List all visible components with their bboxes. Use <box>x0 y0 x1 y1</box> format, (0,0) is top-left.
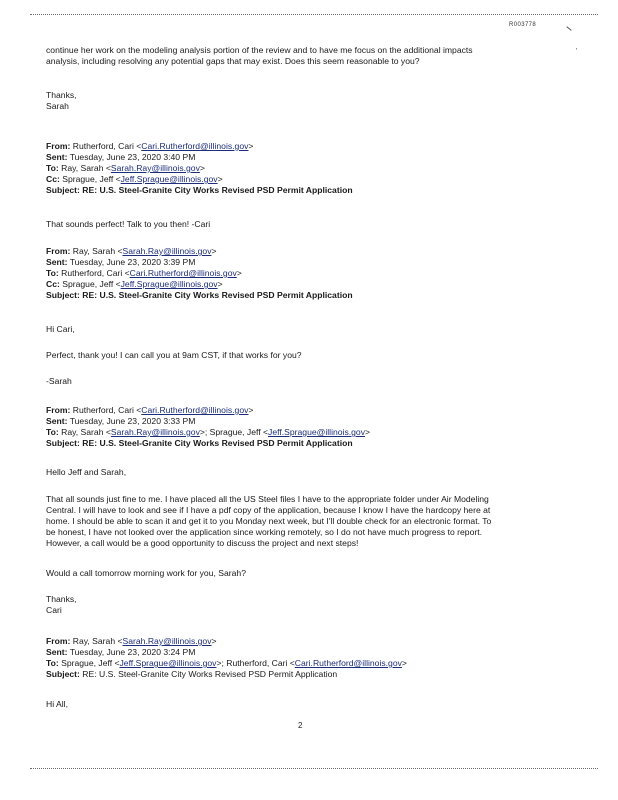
bracket: > <box>211 246 217 256</box>
scan-mark <box>566 26 571 31</box>
question-text: Would a call tomorrow morning work for you, Sarah? <box>46 568 246 578</box>
email-header-2 <box>46 246 576 301</box>
email-body-3-question <box>46 568 576 579</box>
bracket: > <box>217 174 223 184</box>
bracket: > <box>401 658 407 668</box>
sign-off: Thanks, <box>46 90 77 100</box>
intro-line: continue her work on the modeling analysis portion of the review and to have me focus on the additional impacts <box>46 45 473 55</box>
email-header-3 <box>46 405 576 449</box>
paragraph-line: home. I should be able to scan it and get it to you Monday next week, but I'll double check for an electronic format. To <box>46 516 492 526</box>
from-email-link[interactable]: Cari.Rutherford@illinois.gov <box>141 405 249 415</box>
to-label: To: <box>46 163 59 173</box>
bracket: > <box>211 636 217 646</box>
bracket: > <box>365 427 371 437</box>
from-label: From: <box>46 141 71 151</box>
to-name: Ray, Sarah < <box>61 163 111 173</box>
bracket: > <box>248 405 254 415</box>
subject-value: RE: U.S. Steel-Granite City Works Revised PSD Permit Application <box>82 438 353 448</box>
email-body-text: That sounds perfect! Talk to you then! -Cari <box>46 219 211 229</box>
greeting: Hello Jeff and Sarah, <box>46 467 127 477</box>
to-label: To: <box>46 268 59 278</box>
bracket: > <box>217 279 223 289</box>
signature: Sarah <box>46 101 69 111</box>
cc-label: Cc: <box>46 279 60 289</box>
subject-label: Subject: <box>46 185 80 195</box>
page-number: 2 <box>298 721 303 730</box>
sent-label: Sent: <box>46 647 68 657</box>
to-email-link[interactable]: Jeff.Sprague@illinois.gov <box>119 658 217 668</box>
to-name: Sprague, Jeff < <box>61 658 120 668</box>
signature: -Sarah <box>46 376 72 386</box>
sent-value: Tuesday, June 23, 2020 3:39 PM <box>69 257 196 267</box>
sent-label: Sent: <box>46 152 68 162</box>
to-email-link[interactable]: Sarah.Ray@illinois.gov <box>110 427 200 437</box>
from-name: Ray, Sarah < <box>72 246 123 256</box>
cc-name: Sprague, Jeff < <box>62 279 121 289</box>
from-name: Ray, Sarah < <box>72 636 123 646</box>
sent-value: Tuesday, June 23, 2020 3:33 PM <box>69 416 196 426</box>
email-body-text: Perfect, thank you! I can call you at 9am CST, if that works for you? <box>46 350 302 360</box>
paragraph-line: That all sounds just fine to me. I have placed all the US Steel files I have to the appropriate folder under Air Modeling <box>46 494 489 504</box>
from-label: From: <box>46 246 71 256</box>
to-name-2: >; Sprague, Jeff < <box>199 427 269 437</box>
bracket: > <box>199 163 205 173</box>
email-body-1 <box>46 219 576 230</box>
email-header-4 <box>46 636 576 680</box>
sent-value: Tuesday, June 23, 2020 3:40 PM <box>69 152 196 162</box>
intro-signoff <box>46 90 576 112</box>
from-name: Rutherford, Cari < <box>72 141 142 151</box>
email-body-3 <box>46 494 576 549</box>
to-name: Rutherford, Cari < <box>61 268 130 278</box>
to-name: Ray, Sarah < <box>61 427 111 437</box>
subject-label: Subject: <box>46 290 80 300</box>
to-label: To: <box>46 658 59 668</box>
sign-off: Thanks, <box>46 594 77 604</box>
scan-mark-side: ' <box>576 48 578 55</box>
bates-number: R003778 <box>509 22 537 28</box>
scan-dotted-border-bottom <box>30 768 598 769</box>
email-signature-3 <box>46 594 576 616</box>
from-email-link[interactable]: Sarah.Ray@illinois.gov <box>122 636 212 646</box>
cc-label: Cc: <box>46 174 60 184</box>
to-label: To: <box>46 427 59 437</box>
sent-label: Sent: <box>46 416 68 426</box>
cc-email-link[interactable]: Jeff.Sprague@illinois.gov <box>120 174 218 184</box>
from-name: Rutherford, Cari < <box>72 405 142 415</box>
from-email-link[interactable]: Sarah.Ray@illinois.gov <box>122 246 212 256</box>
greeting: Hi All, <box>46 699 68 709</box>
from-label: From: <box>46 405 71 415</box>
email-header-1 <box>46 141 576 196</box>
subject-value: RE: U.S. Steel-Granite City Works Revised PSD Permit Application <box>82 669 338 679</box>
subject-label: Subject: <box>46 438 80 448</box>
scan-dotted-border-top <box>30 14 598 15</box>
greeting: Hi Cari, <box>46 324 75 334</box>
to-email-link-2[interactable]: Cari.Rutherford@illinois.gov <box>294 658 402 668</box>
subject-label: Subject: <box>46 669 80 679</box>
email-body-3-greeting <box>46 467 576 478</box>
intro-paragraph <box>46 45 576 67</box>
signature: Cari <box>46 605 62 615</box>
subject-value: RE: U.S. Steel-Granite City Works Revised PSD Permit Application <box>82 185 353 195</box>
to-email-link-2[interactable]: Jeff.Sprague@illinois.gov <box>268 427 365 437</box>
subject-value: RE: U.S. Steel-Granite City Works Revised PSD Permit Application <box>82 290 353 300</box>
email-body-2b <box>46 350 576 361</box>
to-email-link[interactable]: Sarah.Ray@illinois.gov <box>110 163 200 173</box>
sent-label: Sent: <box>46 257 68 267</box>
email-body-4 <box>46 699 576 710</box>
to-email-link[interactable]: Cari.Rutherford@illinois.gov <box>129 268 237 278</box>
paragraph-line: Central. I will have to look and see if I have a pdf copy of the application, because I know I have the hardcopy here at <box>46 505 491 515</box>
from-email-link[interactable]: Cari.Rutherford@illinois.gov <box>141 141 249 151</box>
cc-name: Sprague, Jeff < <box>62 174 121 184</box>
cc-email-link[interactable]: Jeff.Sprague@illinois.gov <box>120 279 218 289</box>
paragraph-line: be honest, I have not looked over the application since working remotely, so I do not have much progress to report. <box>46 527 482 537</box>
bracket: > <box>236 268 242 278</box>
paragraph-line: However, a call would be a good opportunity to discuss the project and next steps! <box>46 538 359 548</box>
bracket: > <box>248 141 254 151</box>
from-label: From: <box>46 636 71 646</box>
email-body-2 <box>46 324 576 335</box>
email-signature-2 <box>46 376 576 387</box>
sent-value: Tuesday, June 23, 2020 3:24 PM <box>69 647 196 657</box>
intro-line: analysis, including resolving any potential gaps that may exist. Does this seem reasonable to you? <box>46 56 420 66</box>
to-name-2: >; Rutherford, Cari < <box>216 658 295 668</box>
